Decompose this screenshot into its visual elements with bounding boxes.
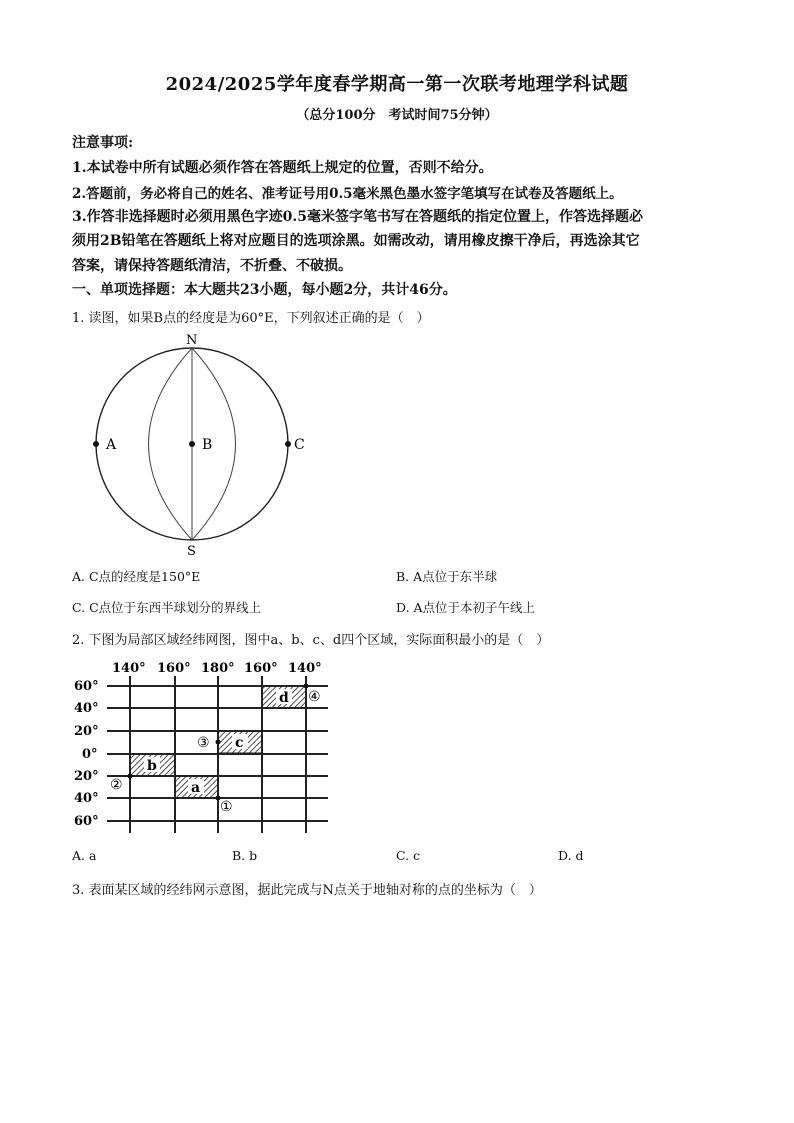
q2-option-b[interactable]: B. b bbox=[232, 848, 258, 863]
marker-2-dot bbox=[128, 774, 133, 779]
notice-heading: 注意事项: bbox=[72, 135, 134, 151]
marker-4-label: ④ bbox=[308, 689, 321, 705]
notice-line-3c: 答案，请保持答题纸清洁，不折叠、不破损。 bbox=[72, 258, 352, 274]
lat-label-6: 40° bbox=[74, 791, 99, 806]
lon-label-4: 160° bbox=[244, 661, 278, 676]
lat-label-1: 60° bbox=[74, 679, 99, 694]
q2-grid-figure bbox=[72, 658, 342, 836]
region-a-label: a bbox=[191, 780, 201, 796]
q1-option-c[interactable]: C. C点位于东西半球划分的界线上 bbox=[72, 600, 262, 615]
region-d bbox=[262, 686, 306, 708]
exam-title: 2024/2025学年度春学期高一第一次联考地理学科试题 bbox=[165, 74, 629, 95]
exam-subtitle: （总分100分 考试时间75分钟） bbox=[296, 108, 498, 123]
notice-line-1: 1.本试卷中所有试题必须作答在答题纸上规定的位置，否则不给分。 bbox=[72, 160, 493, 176]
q2-stem: 2. 下图为局部区域经纬网图，图中a、b、c、d四个区域，实际面积最小的是（ ） bbox=[72, 633, 550, 648]
lon-label-1: 140° bbox=[112, 661, 146, 676]
q1-option-d[interactable]: D. A点位于本初子午线上 bbox=[396, 600, 536, 615]
section-1-heading: 一、单项选择题：本大题共23小题，每小题2分，共计46分。 bbox=[72, 282, 457, 298]
q2-option-a[interactable]: A. a bbox=[72, 848, 97, 863]
q2-option-d[interactable]: D. d bbox=[558, 848, 584, 863]
lat-labels bbox=[74, 679, 99, 829]
region-b-label: b bbox=[147, 758, 157, 774]
q1-globe-figure bbox=[80, 328, 310, 560]
lat-label-3: 20° bbox=[74, 724, 99, 739]
lat-label-2: 40° bbox=[74, 701, 99, 716]
south-label: S bbox=[187, 544, 196, 559]
marker-1-label: ① bbox=[220, 799, 233, 815]
q1-option-a[interactable]: A. C点的经度是150°E bbox=[72, 569, 201, 584]
notice-line-2: 2.答题前，务必将自己的姓名、准考证号用0.5毫米黑色墨水签字笔填写在试卷及答题纸上。 bbox=[72, 186, 623, 202]
right-meridian-arc bbox=[192, 348, 236, 540]
q1-option-b[interactable]: B. A点位于东半球 bbox=[396, 569, 498, 584]
lon-label-3: 180° bbox=[201, 661, 235, 676]
notice-line-3b: 须用2B铅笔在答题纸上将对应题目的选项涂黑。如需改动，请用橡皮擦干净后，再选涂其它 bbox=[72, 233, 640, 249]
marker-3-label: ③ bbox=[197, 735, 210, 751]
point-a-label: A bbox=[106, 437, 117, 453]
region-a bbox=[175, 776, 218, 798]
q1-stem: 1. 读图，如果B点的经度是为60°E，下列叙述正确的是（ ） bbox=[72, 311, 430, 326]
lat-label-5: 20° bbox=[74, 769, 99, 784]
region-d-label: d bbox=[279, 690, 289, 706]
point-a-dot bbox=[93, 441, 99, 447]
q3-stem: 3. 表面某区域的经纬网示意图，据此完成与N点关于地轴对称的点的坐标为（ ） bbox=[72, 883, 542, 898]
point-c-dot bbox=[285, 441, 291, 447]
point-b-label: B bbox=[202, 437, 213, 453]
marker-4-dot bbox=[304, 684, 309, 689]
north-label: N bbox=[186, 333, 198, 348]
lon-label-2: 160° bbox=[157, 661, 191, 676]
point-b-dot bbox=[189, 441, 195, 447]
point-c-label: C bbox=[294, 437, 305, 453]
region-c bbox=[218, 731, 262, 753]
left-meridian-arc bbox=[149, 348, 193, 540]
region-b bbox=[130, 754, 175, 776]
lon-label-5: 140° bbox=[288, 661, 322, 676]
q2-option-c[interactable]: C. c bbox=[396, 848, 421, 863]
notice-line-3a: 3.作答非选择题时必须用黑色字迹0.5毫米签字笔书写在答题纸的指定位置上，作答选择题必 bbox=[72, 209, 643, 225]
region-c-label: c bbox=[235, 735, 244, 751]
marker-2-label: ② bbox=[110, 777, 123, 793]
lat-label-7: 60° bbox=[74, 814, 99, 829]
lon-labels bbox=[112, 661, 322, 676]
lat-label-4: 0° bbox=[82, 747, 98, 762]
marker-3-dot bbox=[216, 740, 221, 745]
